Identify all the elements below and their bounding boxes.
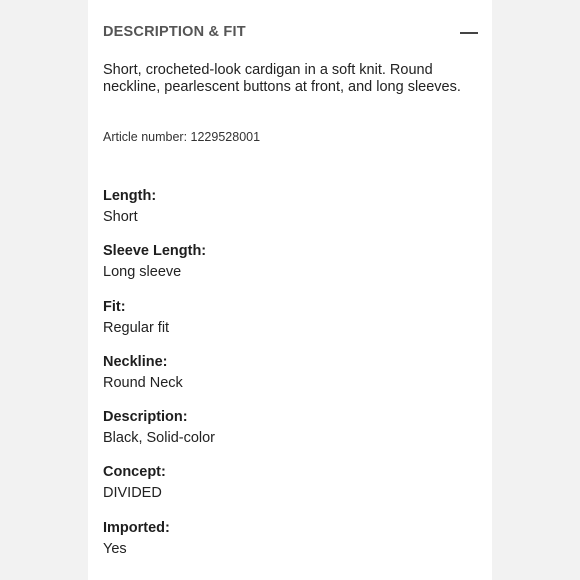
attribute-value: Short	[103, 209, 138, 225]
attribute-value: Yes	[103, 541, 127, 557]
article-number: Article number: 1229528001	[103, 130, 261, 144]
attribute-value: Regular fit	[103, 320, 170, 336]
attribute-value: Round Neck	[103, 375, 183, 391]
attribute-sleeve-length	[103, 242, 463, 281]
description-fit-panel	[88, 0, 492, 580]
attribute-label: Fit:	[103, 299, 126, 315]
attribute-label: Description:	[103, 409, 188, 425]
attribute-label: Neckline:	[103, 354, 168, 370]
attribute-label: Sleeve Length:	[103, 243, 207, 259]
attribute-value: Long sleeve	[103, 264, 182, 280]
attribute-description	[103, 408, 463, 447]
attribute-length	[103, 187, 463, 226]
attribute-value: Black, Solid-color	[103, 430, 216, 446]
attribute-imported	[103, 519, 463, 558]
product-description: Short, crocheted-look cardigan in a soft knit. Round neckline, pearlescent buttons at front, and long sleeves.	[103, 62, 461, 95]
section-header[interactable]	[103, 24, 478, 44]
attribute-concept	[103, 463, 463, 502]
minus-icon	[460, 32, 478, 34]
section-title: DESCRIPTION & FIT	[103, 24, 246, 40]
collapse-minus-icon[interactable]	[460, 25, 478, 41]
attribute-fit	[103, 298, 463, 337]
attribute-label: Length:	[103, 188, 157, 204]
attribute-label: Concept:	[103, 464, 166, 480]
attribute-label: Imported:	[103, 520, 170, 536]
attribute-value: DIVIDED	[103, 485, 162, 501]
attribute-neckline	[103, 353, 463, 392]
